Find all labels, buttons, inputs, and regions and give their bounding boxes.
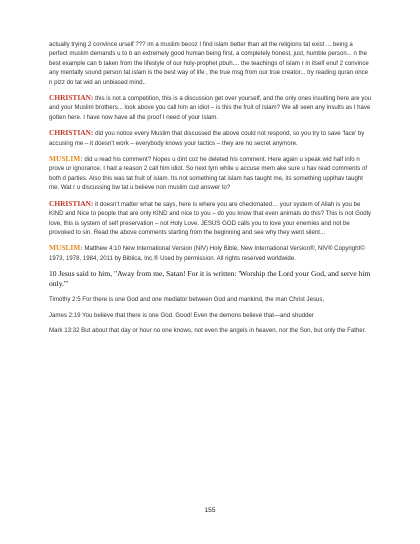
paragraph-text: 10 Jesus said to him, "Away from me, Satan! For it is written: 'Worship the Lord your God, and serve him only.'": [49, 269, 371, 289]
speaker-label-christian: CHRISTIAN:: [49, 128, 94, 138]
paragraph-timothy-verse: [49, 295, 373, 304]
paragraph-christian-reply-3: [49, 199, 373, 238]
paragraph-mark-verse: [49, 326, 373, 335]
paragraph-muslim-reply-2: [49, 243, 373, 263]
paragraph-text: this is not a competition, this is a discussion get over yourself, and the only ones insulting here are you and your Muslim brothers... look above you call him an idiot – is this the fruit of Islam? We all seen any insults as I have gotten here. I have now have all the proof I need of your Islam.: [49, 95, 372, 121]
paragraph-muslim-reply-1: [49, 154, 373, 193]
paragraph-text: Timothy 2:5 For there is one God and one mediator between God and mankind, the man Christ Jesus,: [49, 296, 325, 304]
paragraph-christian-reply-1: [49, 93, 373, 122]
paragraph-text: James 2:19 You believe that there is one God. Good! Even the demons believe that—and shudder: [49, 311, 314, 319]
paragraph-text: actually trying 2 convince urself ??? im a muslim becoz I find islam better than all the religions tat exist ... being a perfect muslim demands u to b an extremely good human being first, a completely honest, just, humble person... n the best example can b taken from the lifestyle of our holy-prophet pbuh.... the teachings of islam r in itself enuf 2 convince any mentally sound person tat islam is the best way of life , the true msg from our true creator... try reading quran once n plzz do tat wid an unbiased mind..: [49, 41, 369, 86]
paragraph-christian-reply-2: [49, 128, 373, 148]
paragraph-text: did u read his comment? Nopes u dint coz he deleted his comment. Here again u speak wid half info n prove ur ignorance. I had a reason 2 call him idiot. So next tym while u accuse mem ake sure u hav read comments of both d parties. Also this was tat fruit of islam. Its not something tat islam has taught me, its something upplhav taught me. Wat r u discussing bw tat u believe non muslim cud answer to?: [49, 156, 368, 192]
paragraph-text: Matthew 4:10 New International Version (NIV) Holy Bible, New International Version®, NIV® Copyright© 1973, 1978, 1984, 2011 by Biblica, Inc.® Used by permission. All rights reserved worldwide.: [49, 245, 365, 262]
speaker-label-christian: CHRISTIAN:: [49, 198, 94, 208]
paragraph-muslim-response: [49, 40, 373, 87]
speaker-label-muslim: MUSLIM:: [49, 154, 83, 164]
paragraph-text: did you notice every Muslim that discussed the above could not respond, so you try to save 'face' by accusing me – it doesn't work – everybody knows your tactics – they are no secret anymore.: [49, 130, 365, 147]
paragraph-james-verse: [49, 311, 373, 320]
page-content: [49, 40, 373, 341]
paragraph-text: it doesn't matter what he says, here is where you are checkmated… your system of Allah is you be KIND and Nice to people that are only KIND and nice to you – do you know that even animals do this? This is not Godly love, this is system of self preservation – not Holy Love. JESUS GOD calls you to love your enemies and not be provoked to sin. Read the above comments starting from the beginning and see why they went silent...: [49, 200, 372, 236]
speaker-label-muslim: MUSLIM:: [49, 243, 83, 253]
speaker-label-christian: CHRISTIAN:: [49, 93, 94, 103]
paragraph-text: Mark 13:32 But about that day or hour no one knows, not even the angels in heaven, nor the Son, but only the Father.: [49, 326, 367, 334]
paragraph-bible-quote: [49, 269, 373, 289]
page-number: 155: [204, 507, 216, 514]
